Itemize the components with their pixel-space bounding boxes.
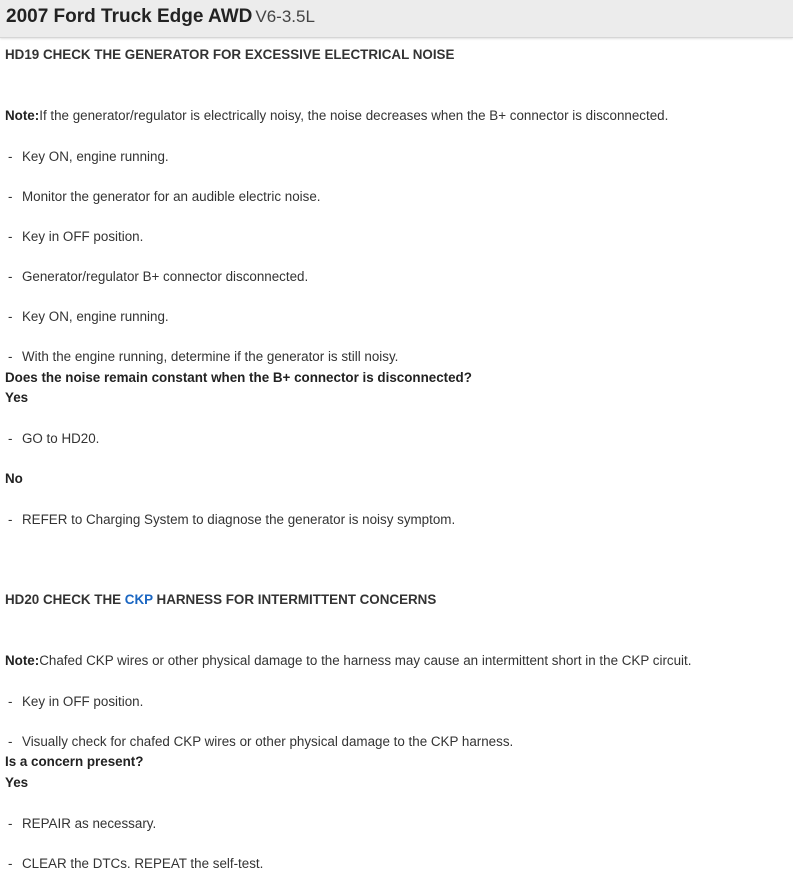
hd19-no-label: No	[5, 471, 23, 486]
hd19-step-5	[5, 308, 169, 326]
step-dash: -	[8, 856, 13, 871]
hd19-step-3	[5, 228, 143, 246]
hd20-yes-step-2	[5, 855, 263, 873]
hd19-note-label: Note:	[5, 108, 40, 123]
step-dash: -	[8, 189, 13, 204]
hd19-yes-step-1	[5, 430, 99, 448]
hd20-heading-end: HARNESS FOR INTERMITTENT CONCERNS	[152, 592, 437, 607]
step-text: REFER to Charging System to diagnose the generator is noisy symptom.	[22, 512, 456, 527]
step-dash: -	[8, 149, 13, 164]
hd20-yes-step-1	[5, 815, 156, 833]
hd19-yes-label: Yes	[5, 390, 29, 405]
vehicle-title: 2007 Ford Truck Edge AWD	[6, 6, 253, 27]
step-dash: -	[8, 269, 13, 284]
hd19-note	[5, 107, 668, 125]
step-text: GO to HD20.	[22, 431, 100, 446]
hd20-note-label: Note:	[5, 653, 40, 668]
page-title	[6, 5, 315, 29]
step-text: Key ON, engine running.	[22, 309, 169, 324]
step-dash: -	[8, 229, 13, 244]
step-text: Generator/regulator B+ connector disconnected.	[22, 269, 309, 284]
step-text: REPAIR as necessary.	[22, 816, 157, 831]
hd19-heading: HD19 CHECK THE GENERATOR FOR EXCESSIVE ELECTRICAL NOISE	[5, 47, 455, 62]
step-dash: -	[8, 512, 13, 527]
step-text: Key in OFF position.	[22, 694, 144, 709]
hd20-heading	[5, 591, 436, 609]
hd20-question: Is a concern present?	[5, 754, 144, 769]
hd20-note	[5, 652, 691, 670]
step-dash: -	[8, 309, 13, 324]
engine-label: V6-3.5L	[255, 7, 315, 26]
hd19-no-step-1	[5, 511, 455, 529]
step-dash: -	[8, 694, 13, 709]
step-text: Monitor the generator for an audible electric noise.	[22, 189, 321, 204]
step-dash: -	[8, 431, 13, 446]
page-header	[0, 0, 793, 38]
hd20-yes-label: Yes	[5, 775, 29, 790]
hd20-step-2	[5, 733, 513, 751]
step-text: With the engine running, determine if the generator is still noisy.	[22, 349, 399, 364]
step-text: Key ON, engine running.	[22, 149, 169, 164]
hd19-question: Does the noise remain constant when the B+ connector is disconnected?	[5, 370, 472, 385]
hd20-heading-start: HD20 CHECK THE	[5, 592, 125, 607]
hd19-step-6	[5, 348, 398, 366]
hd20-note-text: Chafed CKP wires or other physical damage to the harness may cause an intermittent short in the CKP circuit.	[39, 653, 692, 668]
step-text: Key in OFF position.	[22, 229, 144, 244]
hd19-note-text: If the generator/regulator is electrically noisy, the noise decreases when the B+ connector is disconnected.	[39, 108, 669, 123]
hd19-step-1	[5, 148, 169, 166]
step-text: CLEAR the DTCs. REPEAT the self-test.	[22, 856, 264, 871]
ckp-link[interactable]: CKP	[124, 592, 153, 607]
hd19-step-2	[5, 188, 321, 206]
hd20-step-1	[5, 693, 143, 711]
step-text: Visually check for chafed CKP wires or other physical damage to the CKP harness.	[22, 734, 514, 749]
step-dash: -	[8, 816, 13, 831]
step-dash: -	[8, 349, 13, 364]
hd19-step-4	[5, 268, 308, 286]
step-dash: -	[8, 734, 13, 749]
